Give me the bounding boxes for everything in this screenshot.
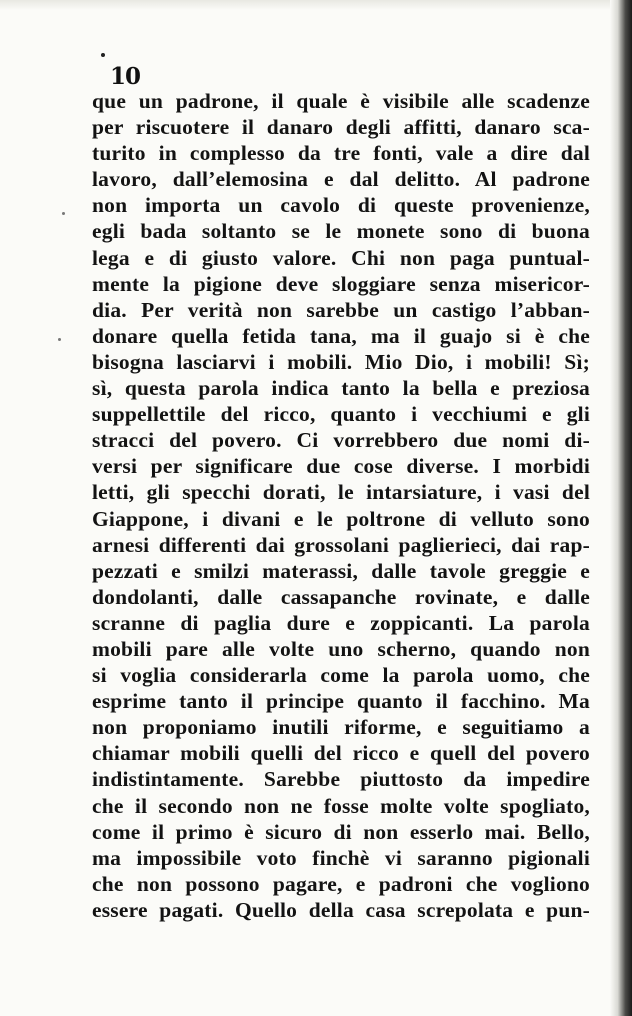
text-line: mobili pare alle volte uno scherno, quando non (92, 636, 590, 661)
text-line: versi per significare due cose diverse. I morbidi (92, 454, 590, 479)
text-line: arnesi differenti dai grossolani paglierieci, dai rap- (92, 532, 590, 557)
text-line: esprime tanto il principe quanto il facchino. Ma (92, 689, 590, 714)
ink-dot (101, 53, 105, 57)
text-line: bisogna lasciarvi i mobili. Mio Dio, i mobili! Sì; (92, 349, 590, 374)
text-line: donare quella fetida tana, ma il guajo si è che (92, 323, 590, 348)
text-line: non importa un cavolo di queste provenienze, (92, 193, 590, 218)
page-top-shadow (0, 0, 632, 10)
text-line: scranne di paglia dure e zoppicanti. La parola (92, 610, 590, 635)
text-line: dondolanti, dalle cassapanche rovinate, e dalle (92, 584, 590, 609)
text-line: lavoro, dall’elemosina e dal delitto. Al padrone (92, 167, 590, 192)
text-line: suppellettile del ricco, quanto i vecchiumi e gli (92, 402, 590, 427)
text-line: mente la pigione deve sloggiare senza misericor- (92, 271, 590, 296)
text-line: que un padrone, il quale è visibile alle scadenze (92, 89, 590, 113)
text-line: lega e di giusto valore. Chi non paga puntual- (92, 245, 590, 270)
text-line: che non possono pagare, e padroni che vogliono (92, 871, 590, 896)
text-line: pezzati e smilzi materassi, dalle tavole greggie e (92, 558, 590, 583)
text-line: come il primo è sicuro di non esserlo mai. Bello, (92, 819, 590, 844)
text-line: indistintamente. Sarebbe piuttosto da impedire (92, 767, 590, 792)
text-line: che il secondo non ne fosse molte volte spogliato, (92, 793, 590, 818)
text-line: chiamar mobili quelli del ricco e quell del povero (92, 741, 590, 766)
text-line: non proponiamo inutili riforme, e seguitiamo a (92, 715, 590, 740)
text-line: Giappone, i divani e le poltrone di velluto sono (92, 506, 590, 531)
text-line: letti, gli specchi dorati, le intarsiature, i vasi del (92, 480, 590, 505)
text-line: dia. Per verità non sarebbe un castigo l’abban- (92, 297, 590, 322)
speck (62, 212, 65, 215)
speck (58, 338, 61, 341)
page-binding-edge (610, 0, 632, 1016)
text-line: si voglia considerarla come la parola uomo, che (92, 663, 590, 688)
text-line: stracci del povero. Ci vorrebbero due nomi di- (92, 428, 590, 453)
body-text (92, 88, 590, 923)
text-line: egli bada soltanto se le monete sono di buona (92, 219, 590, 244)
text-line: essere pagati. Quello della casa screpolata e pun- (92, 897, 590, 922)
text-line: turito in complesso da tre fonti, vale a dire dal (92, 141, 590, 166)
text-line: per riscuotere il danaro degli affitti, danaro sca- (92, 115, 590, 140)
page-number: 10 (110, 63, 141, 90)
text-line: ma impossibile voto finchè vi saranno pigionali (92, 845, 590, 870)
text-line: sì, questa parola indica tanto la bella e preziosa (92, 376, 590, 401)
